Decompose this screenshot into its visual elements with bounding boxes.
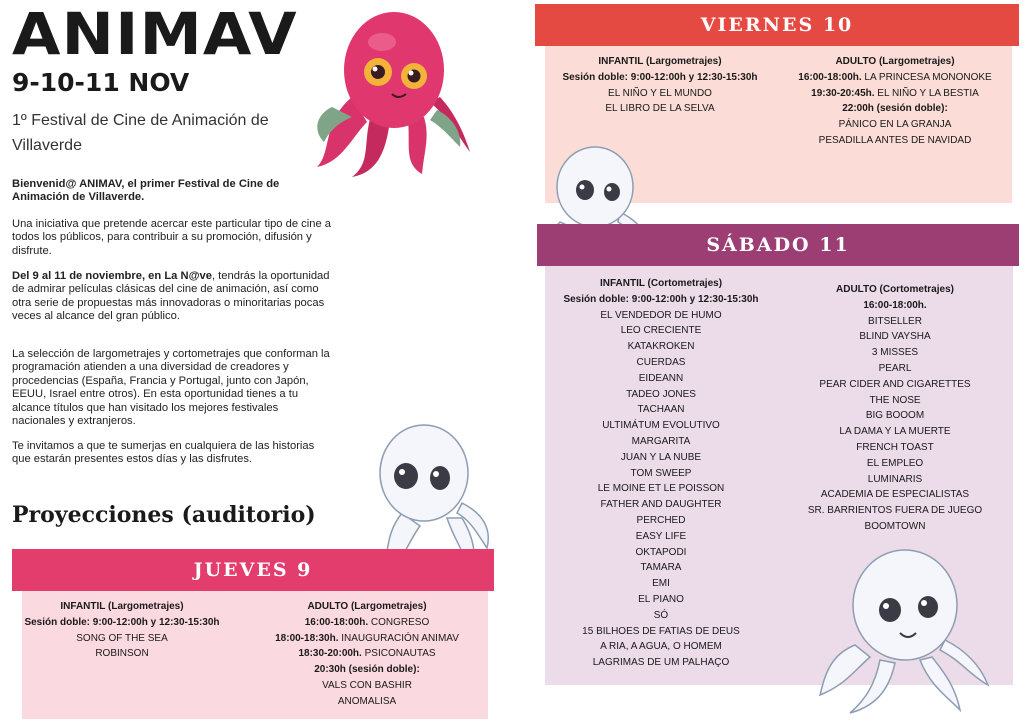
list-item: SÓ bbox=[653, 609, 669, 621]
list-item: EASY LIFE bbox=[635, 530, 687, 542]
list-item: EL LIBRO DE LA SELVA bbox=[605, 103, 715, 115]
viernes-infantil-session: Sesión doble: 9:00-12:00h y 12:30-15:30h bbox=[562, 71, 758, 83]
list-item: EL EMPLEO bbox=[866, 457, 924, 469]
list-item: EL NIÑO Y EL MUNDO bbox=[608, 87, 712, 99]
schedule-line: VALS CON BASHIR bbox=[322, 679, 412, 691]
jueves-adulto-column bbox=[247, 599, 487, 710]
sabado-adulto-session: 16:00-18:00h. bbox=[863, 299, 927, 311]
day-header-sabado: SÁBADO 11 bbox=[537, 224, 1019, 266]
intro-dates-rest: , tendrás la oportunidad de admirar películas clásicas del cine de animación, así como otra serie de propuestas más innovadoras o minoritarias pocas veces al alcance del gran público. bbox=[12, 270, 330, 323]
list-item: LA DAMA Y LA MUERTE bbox=[839, 426, 951, 438]
list-item: OKTAPODI bbox=[635, 546, 687, 558]
list-item: LUMINARIS bbox=[867, 473, 923, 485]
schedule-line: 22:00h (sesión doble): bbox=[842, 103, 948, 115]
list-item: EL VENDEDOR DE HUMO bbox=[600, 309, 722, 321]
list-item: JUAN Y LA NUBE bbox=[620, 451, 702, 463]
list-item: 15 BILHOES DE FATIAS DE DEUS bbox=[582, 625, 740, 637]
festival-subtitle: 1º Festival de Cine de Animación de Villaverde bbox=[12, 112, 269, 154]
list-item: THE NOSE bbox=[869, 394, 921, 406]
jueves-adulto-heading: ADULTO (Largometrajes) bbox=[307, 601, 427, 612]
viernes-adulto-column bbox=[780, 54, 1010, 149]
intro-paragraph-4: Te invitamos a que te sumerjas en cualquiera de las historias que estarán presentes estos días y las disfrutes. bbox=[12, 440, 315, 466]
list-item: SR. BARRIENTOS FUERA DE JUEGO bbox=[807, 505, 983, 517]
intro-paragraph-1: Una iniciativa que pretende acercar este particular tipo de cine a todos los públicos, para contribuir a su promoción, difusión y disfrute. bbox=[12, 218, 332, 257]
sabado-infantil-session: Sesión doble: 9:00-12:00h y 12:30-15:30h bbox=[563, 293, 759, 305]
viernes-infantil-heading: INFANTIL (Largometrajes) bbox=[598, 56, 722, 67]
festival-dates: 9-10-11 NOV bbox=[12, 68, 190, 97]
list-item: TADEO JONES bbox=[626, 388, 696, 400]
schedule-line: 18:30-20:00h. PSICONAUTAS bbox=[298, 648, 436, 660]
day-panel-jueves bbox=[22, 591, 488, 719]
list-item: TOM SWEEP bbox=[630, 467, 692, 479]
list-item: A RIA, A AGUA, O HOMEM bbox=[600, 641, 722, 653]
intro-dates-bold: Del 9 al 11 de noviembre, en La N@ve bbox=[12, 270, 212, 282]
schedule-line: 16:00-18:00h. LA PRINCESA MONONOKE bbox=[798, 71, 992, 83]
list-item: MARGARITA bbox=[631, 435, 691, 447]
list-item: ROBINSON bbox=[95, 648, 149, 660]
sabado-infantil-heading: INFANTIL (Cortometrajes) bbox=[599, 278, 723, 289]
white-octopus-illustration-right bbox=[820, 545, 990, 715]
viernes-infantil-column bbox=[545, 54, 775, 117]
sabado-infantil-column bbox=[545, 276, 777, 671]
jueves-infantil-column bbox=[22, 599, 222, 662]
schedule-line: 16:00-18:00h. CONGRESO bbox=[304, 616, 430, 628]
list-item: LAGRIMAS DE UM PALHAÇO bbox=[592, 657, 730, 669]
intro-paragraph-3: La selección de largometrajes y cortometrajes que conforman la programación atienden a una diversidad de creadores y procedencias (España, Francia y Portugal, junto con Japón, EEUU, Israel entre otros). En esta oportunidad tienes a tu alcance títulos que han visitado los mejores festivales nacionales y extranjeros. bbox=[12, 348, 330, 428]
schedule-line: PESADILLA ANTES DE NAVIDAD bbox=[818, 134, 972, 146]
list-item: BIG BOOOM bbox=[865, 410, 925, 422]
projections-heading: Proyecciones (auditorio) bbox=[12, 502, 316, 528]
day-header-jueves: JUEVES 9 bbox=[12, 549, 494, 591]
list-item: BLIND VAYSHA bbox=[859, 331, 931, 343]
schedule-line: PÁNICO EN LA GRANJA bbox=[838, 119, 952, 131]
list-item: KATAKROKEN bbox=[627, 341, 695, 353]
list-item: PERCHED bbox=[636, 514, 686, 526]
list-item: SONG OF THE SEA bbox=[76, 632, 168, 644]
list-item: EIDEANN bbox=[638, 372, 684, 384]
viernes-adulto-heading: ADULTO (Largometrajes) bbox=[835, 56, 955, 67]
list-item: CUERDAS bbox=[636, 356, 686, 368]
list-item: 3 MISSES bbox=[871, 347, 919, 359]
intro-paragraph-2 bbox=[12, 270, 334, 324]
list-item: EMI bbox=[652, 578, 670, 590]
schedule-line: ANOMALISA bbox=[337, 695, 397, 707]
list-item: ACADEMIA DE ESPECIALISTAS bbox=[820, 489, 970, 501]
list-item: BOOMTOWN bbox=[864, 520, 926, 532]
list-item: BITSELLER bbox=[868, 315, 922, 327]
pink-octopus-illustration bbox=[312, 2, 472, 182]
list-item: LE MOINE ET LE POISSON bbox=[597, 483, 725, 495]
intro-welcome: Bienvenid@ ANIMAV, el primer Festival de Cine de Animación de Villaverde. bbox=[12, 178, 280, 204]
list-item: FATHER AND DAUGHTER bbox=[600, 499, 722, 511]
list-item: TAMARA bbox=[640, 562, 682, 574]
list-item: ULTIMÁTUM EVOLUTIVO bbox=[602, 420, 720, 432]
schedule-line: 20:30h (sesión doble): bbox=[314, 664, 420, 676]
schedule-line: 18:00-18:30h. INAUGURACIÓN ANIMAV bbox=[275, 632, 459, 644]
list-item: PEARL bbox=[878, 362, 912, 374]
sabado-adulto-column bbox=[780, 282, 1010, 535]
list-item: LEO CRECIENTE bbox=[620, 325, 702, 337]
list-item: EL PIANO bbox=[638, 593, 684, 605]
list-item: PEAR CIDER AND CIGARETTES bbox=[819, 378, 971, 390]
day-header-viernes: VIERNES 10 bbox=[535, 4, 1019, 46]
sabado-adulto-heading: ADULTO (Cortometrajes) bbox=[836, 284, 954, 295]
schedule-line: 19:30-20:45h. EL NIÑO Y LA BESTIA bbox=[811, 87, 979, 99]
festival-title: ANIMAV bbox=[12, 0, 298, 68]
list-item: TACHAAN bbox=[637, 404, 685, 416]
jueves-infantil-heading: INFANTIL (Largometrajes) bbox=[60, 601, 184, 612]
jueves-infantil-session: Sesión doble: 9:00-12:00h y 12:30-15:30h bbox=[24, 616, 220, 628]
list-item: FRENCH TOAST bbox=[856, 441, 934, 453]
